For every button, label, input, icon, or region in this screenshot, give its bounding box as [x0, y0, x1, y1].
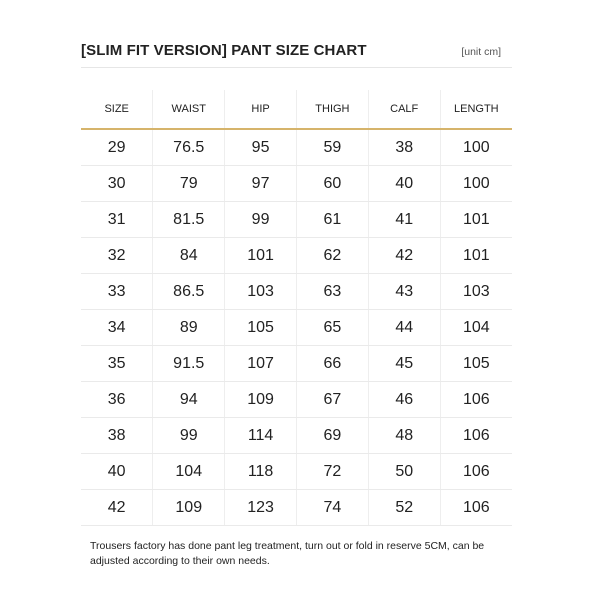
- cell-hip: 118: [225, 454, 297, 490]
- table-row: [81, 274, 512, 310]
- cell-length: 106: [440, 418, 512, 454]
- size-table: [81, 90, 512, 526]
- cell-thigh: 62: [296, 238, 368, 274]
- cell-calf: 46: [368, 382, 440, 418]
- cell-length: 105: [440, 346, 512, 382]
- cell-waist: 84: [153, 238, 225, 274]
- cell-size: 30: [81, 166, 153, 202]
- cell-hip: 105: [225, 310, 297, 346]
- unit-label: [unit cm]: [461, 46, 501, 58]
- cell-calf: 40: [368, 166, 440, 202]
- cell-hip: 103: [225, 274, 297, 310]
- header-hip: HIP: [225, 90, 297, 129]
- table-row: [81, 238, 512, 274]
- footnote: Trousers factory has done pant leg treatment, turn out or fold in reserve 5CM, can be adjusted according to their own needs.: [90, 540, 485, 567]
- header-waist: WAIST: [153, 90, 225, 129]
- table-row: [81, 129, 512, 166]
- cell-hip: 109: [225, 382, 297, 418]
- cell-waist: 86.5: [153, 274, 225, 310]
- cell-length: 101: [440, 202, 512, 238]
- cell-calf: 43: [368, 274, 440, 310]
- cell-waist: 91.5: [153, 346, 225, 382]
- cell-size: 32: [81, 238, 153, 274]
- cell-length: 100: [440, 129, 512, 166]
- cell-calf: 52: [368, 490, 440, 526]
- cell-length: 106: [440, 454, 512, 490]
- header-thigh: THIGH: [296, 90, 368, 129]
- cell-size: 29: [81, 129, 153, 166]
- cell-calf: 50: [368, 454, 440, 490]
- table-row: [81, 418, 512, 454]
- cell-length: 100: [440, 166, 512, 202]
- cell-length: 101: [440, 238, 512, 274]
- table-row: [81, 454, 512, 490]
- cell-calf: 45: [368, 346, 440, 382]
- header-size: SIZE: [81, 90, 153, 129]
- cell-waist: 104: [153, 454, 225, 490]
- cell-hip: 107: [225, 346, 297, 382]
- cell-waist: 76.5: [153, 129, 225, 166]
- cell-hip: 97: [225, 166, 297, 202]
- table-row: [81, 490, 512, 526]
- cell-calf: 48: [368, 418, 440, 454]
- cell-size: 34: [81, 310, 153, 346]
- cell-calf: 38: [368, 129, 440, 166]
- cell-thigh: 59: [296, 129, 368, 166]
- cell-waist: 79: [153, 166, 225, 202]
- cell-size: 31: [81, 202, 153, 238]
- cell-size: 42: [81, 490, 153, 526]
- table-row: [81, 346, 512, 382]
- header-row: [81, 90, 512, 129]
- cell-size: 40: [81, 454, 153, 490]
- cell-size: 33: [81, 274, 153, 310]
- cell-length: 106: [440, 490, 512, 526]
- cell-size: 38: [81, 418, 153, 454]
- table-row: [81, 382, 512, 418]
- table-row: [81, 310, 512, 346]
- cell-hip: 101: [225, 238, 297, 274]
- cell-thigh: 60: [296, 166, 368, 202]
- cell-calf: 41: [368, 202, 440, 238]
- cell-calf: 42: [368, 238, 440, 274]
- cell-waist: 109: [153, 490, 225, 526]
- table-row: [81, 166, 512, 202]
- header-calf: CALF: [368, 90, 440, 129]
- cell-thigh: 69: [296, 418, 368, 454]
- cell-thigh: 61: [296, 202, 368, 238]
- cell-hip: 95: [225, 129, 297, 166]
- cell-calf: 44: [368, 310, 440, 346]
- table-row: [81, 202, 512, 238]
- header-length: LENGTH: [440, 90, 512, 129]
- cell-size: 35: [81, 346, 153, 382]
- cell-length: 104: [440, 310, 512, 346]
- chart-title: [SLIM FIT VERSION] PANT SIZE CHART: [81, 42, 367, 59]
- cell-length: 103: [440, 274, 512, 310]
- cell-length: 106: [440, 382, 512, 418]
- cell-waist: 94: [153, 382, 225, 418]
- cell-thigh: 67: [296, 382, 368, 418]
- cell-hip: 99: [225, 202, 297, 238]
- cell-waist: 89: [153, 310, 225, 346]
- cell-thigh: 66: [296, 346, 368, 382]
- cell-thigh: 65: [296, 310, 368, 346]
- cell-size: 36: [81, 382, 153, 418]
- cell-thigh: 74: [296, 490, 368, 526]
- cell-hip: 114: [225, 418, 297, 454]
- cell-thigh: 63: [296, 274, 368, 310]
- cell-hip: 123: [225, 490, 297, 526]
- cell-waist: 81.5: [153, 202, 225, 238]
- cell-thigh: 72: [296, 454, 368, 490]
- cell-waist: 99: [153, 418, 225, 454]
- title-divider: [81, 67, 512, 68]
